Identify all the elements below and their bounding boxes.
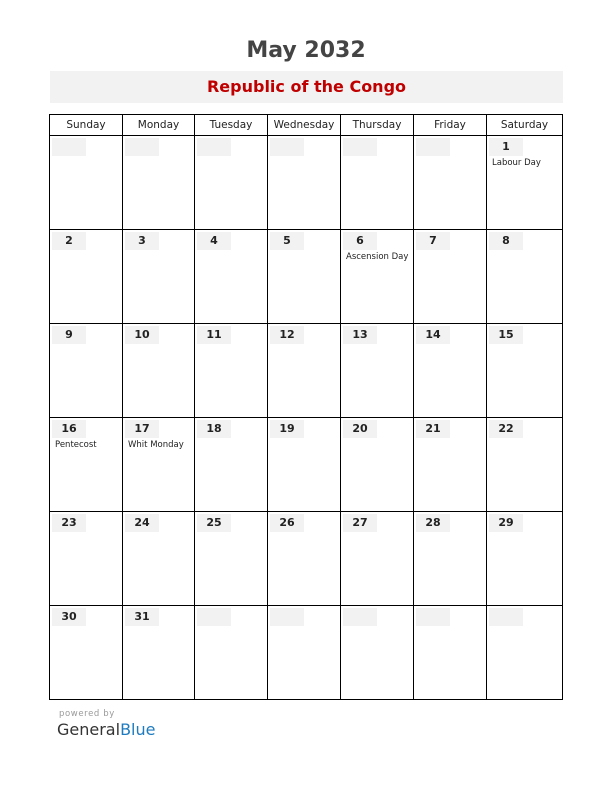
powered-by-label: powered by bbox=[59, 709, 115, 719]
day-cell bbox=[268, 230, 341, 324]
day-cell bbox=[50, 418, 123, 512]
day-cell bbox=[123, 230, 195, 324]
day-number bbox=[197, 138, 231, 156]
day-number bbox=[125, 138, 159, 156]
day-number: 16 bbox=[52, 420, 86, 438]
day-number: 23 bbox=[52, 514, 86, 532]
day-cell bbox=[123, 418, 195, 512]
day-number: 22 bbox=[489, 420, 523, 438]
day-cell bbox=[50, 136, 123, 230]
day-number bbox=[197, 608, 231, 626]
day-cell bbox=[414, 606, 487, 700]
day-cell bbox=[195, 136, 268, 230]
day-cell bbox=[268, 512, 341, 606]
day-cell bbox=[268, 136, 341, 230]
day-cell bbox=[195, 324, 268, 418]
day-cell bbox=[268, 418, 341, 512]
holiday-label: Whit Monday bbox=[128, 440, 184, 450]
day-cell bbox=[195, 230, 268, 324]
week-row bbox=[50, 418, 563, 512]
generalblue-logo[interactable] bbox=[57, 720, 155, 739]
calendar-grid bbox=[49, 114, 563, 700]
day-cell bbox=[50, 512, 123, 606]
day-cell bbox=[414, 136, 487, 230]
day-number bbox=[52, 138, 86, 156]
day-cell bbox=[414, 230, 487, 324]
country-banner bbox=[50, 71, 563, 103]
weekday-header: Wednesday bbox=[268, 115, 341, 136]
day-number: 27 bbox=[343, 514, 377, 532]
weekday-header: Thursday bbox=[341, 115, 414, 136]
day-cell bbox=[341, 230, 414, 324]
day-number: 19 bbox=[270, 420, 304, 438]
week-row bbox=[50, 512, 563, 606]
holiday-label: Pentecost bbox=[55, 440, 97, 450]
weekday-header: Friday bbox=[414, 115, 487, 136]
day-cell bbox=[123, 512, 195, 606]
day-number: 31 bbox=[125, 608, 159, 626]
day-cell bbox=[195, 512, 268, 606]
day-cell bbox=[50, 324, 123, 418]
day-number bbox=[416, 608, 450, 626]
day-cell bbox=[414, 418, 487, 512]
day-cell bbox=[414, 512, 487, 606]
day-cell bbox=[50, 230, 123, 324]
day-cell bbox=[268, 606, 341, 700]
footer-branding bbox=[57, 709, 155, 739]
week-row bbox=[50, 230, 563, 324]
weekday-header: Monday bbox=[123, 115, 195, 136]
day-number: 15 bbox=[489, 326, 523, 344]
day-cell bbox=[195, 418, 268, 512]
day-number: 21 bbox=[416, 420, 450, 438]
day-number: 20 bbox=[343, 420, 377, 438]
day-number: 3 bbox=[125, 232, 159, 250]
day-number: 29 bbox=[489, 514, 523, 532]
day-number: 25 bbox=[197, 514, 231, 532]
weekday-header: Tuesday bbox=[195, 115, 268, 136]
weekday-header: Sunday bbox=[50, 115, 123, 136]
day-number: 10 bbox=[125, 326, 159, 344]
day-number: 26 bbox=[270, 514, 304, 532]
day-number: 11 bbox=[197, 326, 231, 344]
day-cell bbox=[487, 418, 563, 512]
day-number bbox=[270, 608, 304, 626]
day-cell bbox=[487, 136, 563, 230]
day-number: 8 bbox=[489, 232, 523, 250]
day-number: 7 bbox=[416, 232, 450, 250]
day-number bbox=[343, 138, 377, 156]
day-number: 17 bbox=[125, 420, 159, 438]
day-cell bbox=[414, 324, 487, 418]
holiday-label: Labour Day bbox=[492, 158, 541, 168]
week-row bbox=[50, 606, 563, 700]
day-number: 9 bbox=[52, 326, 86, 344]
day-cell bbox=[487, 512, 563, 606]
page-title: May 2032 bbox=[246, 38, 366, 63]
day-number: 24 bbox=[125, 514, 159, 532]
day-cell bbox=[341, 136, 414, 230]
day-cell bbox=[341, 418, 414, 512]
weekday-header: Saturday bbox=[487, 115, 563, 136]
day-number bbox=[489, 608, 523, 626]
holiday-label: Ascension Day bbox=[346, 252, 409, 262]
day-cell bbox=[195, 606, 268, 700]
day-number: 13 bbox=[343, 326, 377, 344]
day-cell bbox=[50, 606, 123, 700]
day-number: 18 bbox=[197, 420, 231, 438]
day-cell bbox=[123, 136, 195, 230]
day-number: 6 bbox=[343, 232, 377, 250]
weekday-header-row bbox=[50, 115, 563, 136]
day-cell bbox=[487, 230, 563, 324]
day-cell bbox=[487, 606, 563, 700]
day-number: 30 bbox=[52, 608, 86, 626]
day-number: 12 bbox=[270, 326, 304, 344]
day-number: 2 bbox=[52, 232, 86, 250]
day-number bbox=[416, 138, 450, 156]
day-cell bbox=[341, 606, 414, 700]
day-number: 1 bbox=[489, 138, 523, 156]
day-number bbox=[343, 608, 377, 626]
day-number: 5 bbox=[270, 232, 304, 250]
country-name: Republic of the Congo bbox=[206, 77, 407, 96]
day-number bbox=[270, 138, 304, 156]
week-row bbox=[50, 136, 563, 230]
day-cell bbox=[487, 324, 563, 418]
logo-text-blue: Blue bbox=[120, 720, 156, 739]
logo-text-general: General bbox=[57, 720, 121, 739]
day-cell bbox=[123, 606, 195, 700]
day-number: 28 bbox=[416, 514, 450, 532]
day-number: 14 bbox=[416, 326, 450, 344]
week-row bbox=[50, 324, 563, 418]
day-cell bbox=[123, 324, 195, 418]
day-cell bbox=[341, 324, 414, 418]
day-cell bbox=[341, 512, 414, 606]
day-number: 4 bbox=[197, 232, 231, 250]
day-cell bbox=[268, 324, 341, 418]
